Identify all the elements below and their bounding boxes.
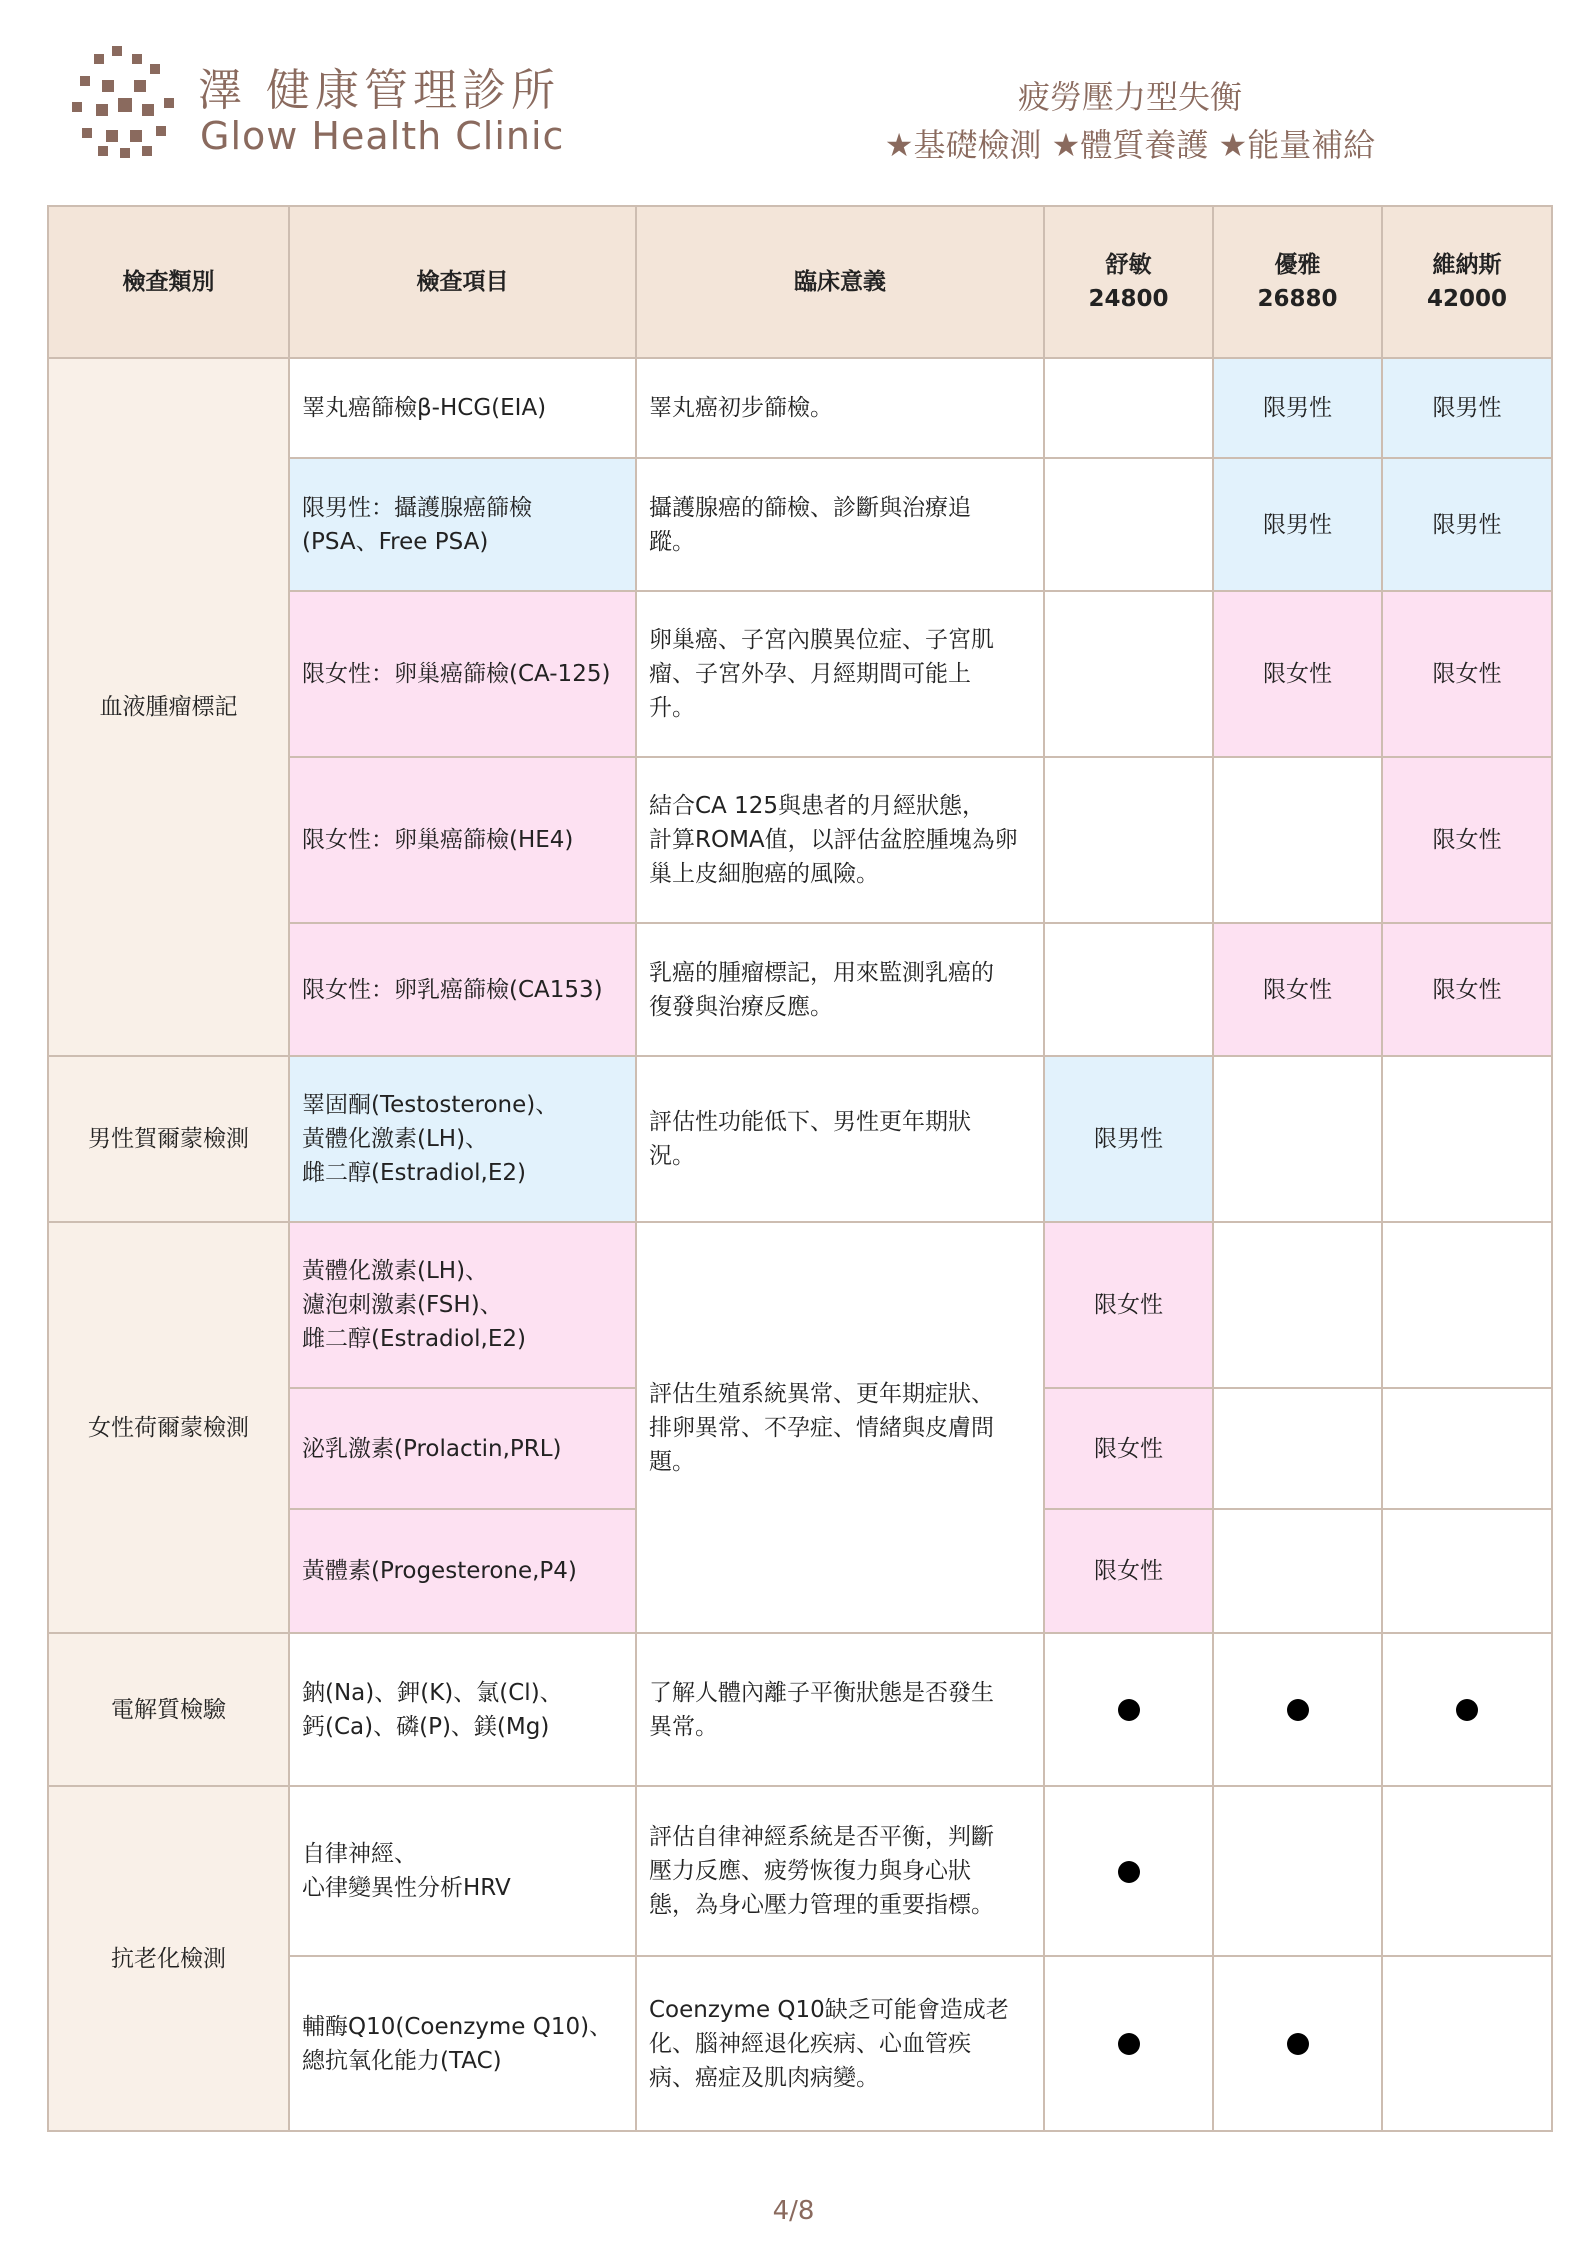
meaning-cell: 卵巢癌、子宮內膜異位症、子宮肌 瘤、子宮外孕、月經期間可能上 升。: [636, 591, 1044, 757]
plan-cell: 限女性: [1382, 923, 1552, 1056]
plan-cell: 限女性: [1044, 1388, 1213, 1509]
plan-cell: [1213, 1509, 1382, 1633]
plan-cell: [1382, 1633, 1552, 1786]
clinic-logo: [72, 46, 182, 158]
plan-cell: 限男性: [1044, 1056, 1213, 1222]
category-cell: 血液腫瘤標記: [48, 358, 289, 1056]
meaning-cell: 評估自律神經系統是否平衡，判斷 壓力反應、疲勞恢復力與身心狀 態，為身心壓力管理的重要指標。: [636, 1786, 1044, 1956]
plan-cell: 限女性: [1044, 1222, 1213, 1388]
plan-cell: [1213, 1633, 1382, 1786]
plan-cell: [1382, 1388, 1552, 1509]
plan-cell: [1382, 1956, 1552, 2131]
item-cell: 睪丸癌篩檢β-HCG(EIA): [289, 358, 636, 458]
plan-name: 舒敏: [1105, 252, 1152, 278]
exam-comparison-table: [47, 205, 1553, 2132]
item-cell: 輔酶Q10(Coenzyme Q10)、 總抗氧化能力(TAC): [289, 1956, 636, 2131]
plan-cell: [1044, 458, 1213, 591]
plan-price: 42000: [1426, 286, 1508, 312]
item-cell: 鈉(Na)、鉀(K)、氯(Cl)、 鈣(Ca)、磷(P)、鎂(Mg): [289, 1633, 636, 1786]
plan-cell: 限男性: [1213, 358, 1382, 458]
clinic-name-english: Glow Health Clinic: [200, 114, 565, 158]
header-plan: [1382, 206, 1552, 358]
package-title: 疲勞壓力型失衡: [1017, 78, 1242, 116]
meaning-cell: 睪丸癌初步篩檢。: [636, 358, 1044, 458]
item-cell: 限女性：卵乳癌篩檢(CA153): [289, 923, 636, 1056]
meaning-cell: 乳癌的腫瘤標記，用來監測乳癌的 復發與治療反應。: [636, 923, 1044, 1056]
item-cell: 限女性：卵巢癌篩檢(CA-125): [289, 591, 636, 757]
category-cell: 男性賀爾蒙檢測: [48, 1056, 289, 1222]
item-cell: 黃體素(Progesterone,P4): [289, 1509, 636, 1633]
table-row: [48, 1786, 1552, 1956]
plan-price: 26880: [1257, 286, 1338, 312]
table-row: [48, 358, 1552, 458]
plan-name: 維納斯: [1432, 252, 1502, 278]
plan-cell: [1382, 1222, 1552, 1388]
category-cell: 女性荷爾蒙檢測: [48, 1222, 289, 1633]
included-dot-icon: [1118, 1861, 1140, 1883]
meaning-cell: Coenzyme Q10缺乏可能會造成老 化、腦神經退化疾病、心血管疾 病、癌症及肌肉病變。: [636, 1956, 1044, 2131]
meaning-cell: 了解人體內離子平衡狀態是否發生 異常。: [636, 1633, 1044, 1786]
table-row: [48, 1222, 1552, 1388]
included-dot-icon: [1118, 1699, 1140, 1721]
plan-cell: 限男性: [1382, 358, 1552, 458]
plan-cell: [1044, 591, 1213, 757]
clinic-name-chinese: 澤 健康管理診所: [198, 65, 560, 116]
header-item: 檢查項目: [289, 206, 636, 358]
plan-cell: 限女性: [1382, 591, 1552, 757]
header-category: 檢查類別: [48, 206, 289, 358]
plan-cell: [1213, 1222, 1382, 1388]
item-cell: 黃體化激素(LH)、 濾泡刺激素(FSH)、 雌二醇(Estradiol,E2): [289, 1222, 636, 1388]
table-header-row: [48, 206, 1552, 358]
plan-price: 24800: [1088, 286, 1169, 312]
item-cell: 限男性：攝護腺癌篩檢 (PSA、Free PSA): [289, 458, 636, 591]
meaning-cell: 結合CA 125與患者的月經狀態， 計算ROMA值，以評估盆腔腫塊為卵 巢上皮細胞癌的風險。: [636, 757, 1044, 923]
included-dot-icon: [1456, 1699, 1478, 1721]
item-cell: 泌乳激素(Prolactin,PRL): [289, 1388, 636, 1509]
plan-cell: 限女性: [1044, 1509, 1213, 1633]
page-number: 4/8: [772, 2196, 815, 2226]
plan-cell: [1213, 757, 1382, 923]
plan-cell: [1044, 1633, 1213, 1786]
plan-cell: 限女性: [1213, 591, 1382, 757]
category-cell: 抗老化檢測: [48, 1786, 289, 2131]
plan-name: 優雅: [1274, 252, 1321, 278]
meaning-cell: 評估性功能低下、男性更年期狀 況。: [636, 1056, 1044, 1222]
header-plan: [1213, 206, 1382, 358]
plan-cell: [1382, 1509, 1552, 1633]
plan-cell: [1044, 1786, 1213, 1956]
plan-cell: 限女性: [1382, 757, 1552, 923]
item-cell: 限女性：卵巢癌篩檢(HE4): [289, 757, 636, 923]
header-plan: [1044, 206, 1213, 358]
plan-cell: 限男性: [1213, 458, 1382, 591]
table-row: [48, 1056, 1552, 1222]
meaning-cell: 攝護腺癌的篩檢、診斷與治療追 蹤。: [636, 458, 1044, 591]
plan-cell: [1213, 1388, 1382, 1509]
plan-cell: [1213, 1956, 1382, 2131]
item-cell: 睪固酮(Testosterone)、 黃體化激素(LH)、 雌二醇(Estradiol,E2): [289, 1056, 636, 1222]
plan-cell: [1044, 757, 1213, 923]
header-meaning: 臨床意義: [636, 206, 1044, 358]
plan-cell: [1044, 1956, 1213, 2131]
package-subtitle: ★基礎檢測 ★體質養護 ★能量補給: [884, 126, 1376, 164]
included-dot-icon: [1118, 2033, 1140, 2055]
table-row: [48, 1633, 1552, 1786]
plan-cell: [1382, 1786, 1552, 1956]
plan-cell: 限男性: [1382, 458, 1552, 591]
category-cell: 電解質檢驗: [48, 1633, 289, 1786]
included-dot-icon: [1287, 2033, 1309, 2055]
plan-cell: 限女性: [1213, 923, 1382, 1056]
plan-cell: [1044, 358, 1213, 458]
plan-cell: [1213, 1786, 1382, 1956]
meaning-cell: 評估生殖系統異常、更年期症狀、 排卵異常、不孕症、情緒與皮膚問 題。: [636, 1222, 1044, 1633]
item-cell: 自律神經、 心律變異性分析HRV: [289, 1786, 636, 1956]
plan-cell: [1382, 1056, 1552, 1222]
included-dot-icon: [1287, 1699, 1309, 1721]
plan-cell: [1213, 1056, 1382, 1222]
plan-cell: [1044, 923, 1213, 1056]
